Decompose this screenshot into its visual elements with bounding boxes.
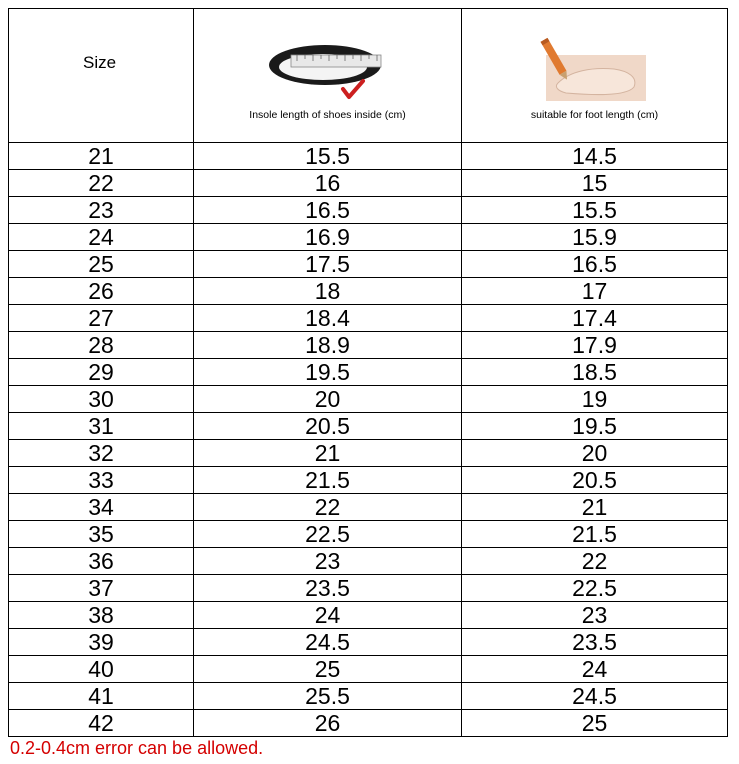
header-foot — [462, 9, 728, 143]
insole-cell: 16 — [194, 170, 462, 197]
table-row — [9, 467, 728, 494]
size-cell: 38 — [9, 602, 194, 629]
foot-cell: 17.4 — [462, 305, 728, 332]
insole-cell: 23 — [194, 548, 462, 575]
table-row — [9, 359, 728, 386]
table-row — [9, 386, 728, 413]
size-chart-table — [8, 8, 728, 737]
table-row — [9, 656, 728, 683]
table-row — [9, 224, 728, 251]
header-insole-label: Insole length of shoes inside (cm) — [249, 108, 406, 121]
size-cell: 36 — [9, 548, 194, 575]
size-cell: 24 — [9, 224, 194, 251]
error-tolerance-note: 0.2-0.4cm error can be allowed. — [10, 738, 264, 758]
table-row — [9, 521, 728, 548]
header-size — [9, 9, 194, 143]
insole-cell: 21 — [194, 440, 462, 467]
table-row — [9, 494, 728, 521]
header-row — [9, 9, 728, 143]
table-body — [9, 143, 728, 737]
foot-cell: 15.9 — [462, 224, 728, 251]
foot-cell: 24 — [462, 656, 728, 683]
table-row — [9, 683, 728, 710]
header-insole — [194, 9, 462, 143]
size-cell: 21 — [9, 143, 194, 170]
shoe-measure-icon — [263, 31, 393, 103]
insole-cell: 19.5 — [194, 359, 462, 386]
foot-trace-icon — [530, 31, 660, 103]
insole-cell: 22.5 — [194, 521, 462, 548]
foot-cell: 19.5 — [462, 413, 728, 440]
insole-cell: 25.5 — [194, 683, 462, 710]
foot-cell: 25 — [462, 710, 728, 737]
foot-cell: 23.5 — [462, 629, 728, 656]
size-cell: 23 — [9, 197, 194, 224]
table-row — [9, 251, 728, 278]
size-cell: 29 — [9, 359, 194, 386]
size-cell: 25 — [9, 251, 194, 278]
size-cell: 41 — [9, 683, 194, 710]
size-cell: 27 — [9, 305, 194, 332]
insole-cell: 16.9 — [194, 224, 462, 251]
size-cell: 26 — [9, 278, 194, 305]
table-row — [9, 305, 728, 332]
insole-cell: 22 — [194, 494, 462, 521]
insole-cell: 25 — [194, 656, 462, 683]
table-row — [9, 440, 728, 467]
size-cell: 31 — [9, 413, 194, 440]
table-row — [9, 548, 728, 575]
table-row — [9, 332, 728, 359]
table-row — [9, 602, 728, 629]
insole-cell: 20 — [194, 386, 462, 413]
insole-cell: 18.9 — [194, 332, 462, 359]
foot-cell: 17 — [462, 278, 728, 305]
foot-cell: 22.5 — [462, 575, 728, 602]
foot-cell: 21 — [462, 494, 728, 521]
size-cell: 35 — [9, 521, 194, 548]
insole-cell: 16.5 — [194, 197, 462, 224]
insole-cell: 15.5 — [194, 143, 462, 170]
insole-cell: 18 — [194, 278, 462, 305]
foot-cell: 24.5 — [462, 683, 728, 710]
table-row — [9, 629, 728, 656]
foot-cell: 17.9 — [462, 332, 728, 359]
table-row — [9, 143, 728, 170]
foot-cell: 15.5 — [462, 197, 728, 224]
size-cell: 22 — [9, 170, 194, 197]
table-row — [9, 575, 728, 602]
table-row — [9, 710, 728, 737]
header-size-label: Size — [83, 53, 117, 72]
table-row — [9, 413, 728, 440]
foot-cell: 23 — [462, 602, 728, 629]
foot-cell: 20.5 — [462, 467, 728, 494]
size-cell: 32 — [9, 440, 194, 467]
foot-cell: 14.5 — [462, 143, 728, 170]
foot-cell: 22 — [462, 548, 728, 575]
insole-cell: 17.5 — [194, 251, 462, 278]
table-row — [9, 197, 728, 224]
header-foot-label: suitable for foot length (cm) — [530, 108, 659, 121]
size-cell: 30 — [9, 386, 194, 413]
table-row — [9, 278, 728, 305]
size-cell: 42 — [9, 710, 194, 737]
insole-cell: 18.4 — [194, 305, 462, 332]
insole-cell: 24.5 — [194, 629, 462, 656]
insole-cell: 20.5 — [194, 413, 462, 440]
foot-cell: 21.5 — [462, 521, 728, 548]
size-cell: 40 — [9, 656, 194, 683]
foot-cell: 19 — [462, 386, 728, 413]
insole-cell: 26 — [194, 710, 462, 737]
size-cell: 39 — [9, 629, 194, 656]
foot-cell: 18.5 — [462, 359, 728, 386]
foot-cell: 20 — [462, 440, 728, 467]
size-cell: 37 — [9, 575, 194, 602]
size-cell: 33 — [9, 467, 194, 494]
size-cell: 34 — [9, 494, 194, 521]
insole-cell: 21.5 — [194, 467, 462, 494]
insole-cell: 23.5 — [194, 575, 462, 602]
foot-cell: 15 — [462, 170, 728, 197]
size-cell: 28 — [9, 332, 194, 359]
foot-cell: 16.5 — [462, 251, 728, 278]
table-row — [9, 170, 728, 197]
insole-cell: 24 — [194, 602, 462, 629]
